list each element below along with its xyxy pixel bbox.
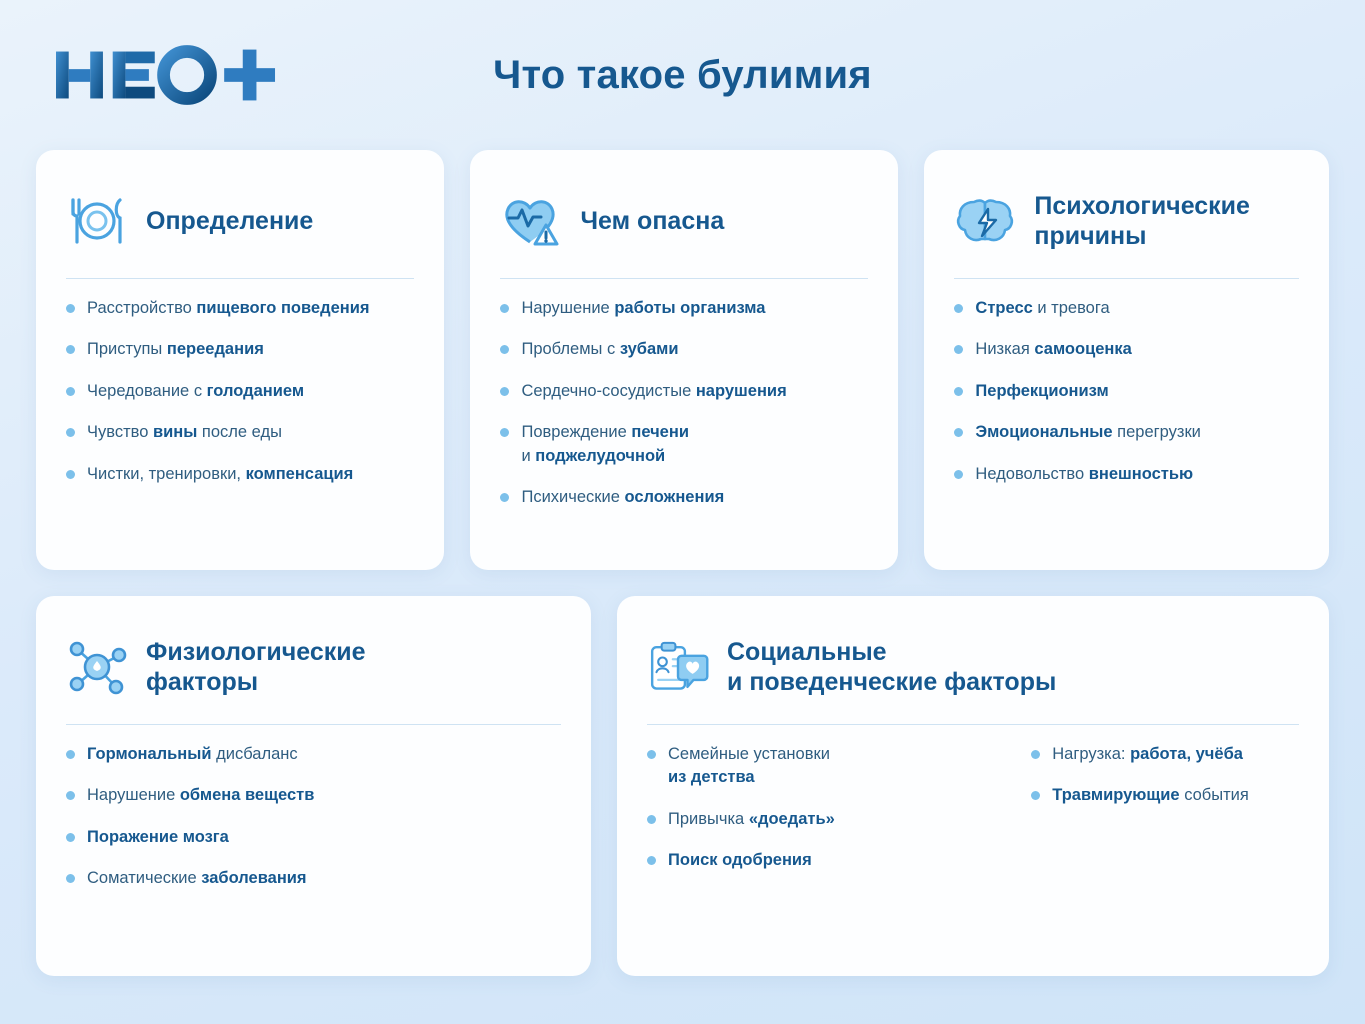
list-item-text: Привычка «доедать» xyxy=(668,809,835,828)
list-item xyxy=(66,338,414,361)
card-danger xyxy=(470,150,898,570)
list-item xyxy=(500,421,868,468)
list-item xyxy=(66,826,561,849)
bullet-list xyxy=(66,743,561,891)
bullet-dot xyxy=(954,304,963,313)
bullet-dot xyxy=(500,345,509,354)
header xyxy=(36,0,1329,150)
bullet-dot xyxy=(66,304,75,313)
card-social-behavioral-factors xyxy=(617,596,1329,976)
list-item xyxy=(66,743,561,766)
list-item xyxy=(954,421,1299,444)
list-item xyxy=(66,297,414,320)
list-item-text: Чувство вины после еды xyxy=(87,423,282,442)
list-item xyxy=(66,867,561,890)
two-column-bullets xyxy=(647,743,1299,873)
list-item xyxy=(647,849,991,872)
bullet-dot xyxy=(647,750,656,759)
brain-lightning-icon xyxy=(954,190,1016,252)
list-item-text: Стресс и тревога xyxy=(975,299,1110,317)
divider xyxy=(954,278,1299,279)
bullet-list-right xyxy=(1031,743,1299,873)
divider xyxy=(647,724,1299,725)
list-item-text: Гормональный дисбаланс xyxy=(87,745,298,763)
list-item xyxy=(954,338,1299,361)
card-title: Определение xyxy=(146,206,314,235)
divider xyxy=(500,278,868,279)
card-header xyxy=(954,178,1299,264)
bullet-dot xyxy=(1031,791,1040,800)
bullet-list xyxy=(500,297,868,510)
list-item-text: Поражение мозга xyxy=(87,827,229,846)
bullet-dot xyxy=(500,304,509,313)
list-item xyxy=(66,421,414,444)
bullet-list xyxy=(954,297,1299,486)
bullet-dot xyxy=(954,345,963,354)
list-item-text: Поиск одобрения xyxy=(668,851,812,870)
list-item-text: Семейные установки из детства xyxy=(668,745,830,787)
card-header xyxy=(500,178,868,264)
list-item-text: Чередование с голоданием xyxy=(87,381,305,400)
bullet-dot xyxy=(66,387,75,396)
divider xyxy=(66,724,561,725)
list-item xyxy=(66,784,561,807)
list-item-text: Сердечно-сосудистые нарушения xyxy=(521,381,787,400)
list-item-text: Эмоциональные перегрузки xyxy=(975,423,1201,442)
cards-row-top xyxy=(36,150,1329,570)
card-header xyxy=(66,178,414,264)
bullet-dot xyxy=(66,428,75,437)
list-item xyxy=(500,486,868,509)
list-item xyxy=(1031,743,1299,766)
divider xyxy=(66,278,414,279)
card-title: Социальные и поведенческие факторы xyxy=(727,637,1057,696)
bullet-dot xyxy=(500,428,509,437)
bullet-dot xyxy=(66,833,75,842)
card-title: Чем опасна xyxy=(580,206,725,235)
list-item-text: Проблемы с зубами xyxy=(521,340,679,359)
bullet-dot xyxy=(1031,750,1040,759)
list-item xyxy=(500,380,868,403)
list-item-text: Перфекционизм xyxy=(975,381,1109,400)
list-item-text: Расстройство пищевого поведения xyxy=(87,299,370,317)
molecule-icon xyxy=(66,636,128,698)
list-item-text: Повреждение печени и поджелудочной xyxy=(521,423,689,465)
bullet-dot xyxy=(954,470,963,479)
list-item-text: Низкая самооценка xyxy=(975,340,1132,359)
card-title: Физиологические факторы xyxy=(146,637,366,696)
bullet-dot xyxy=(647,815,656,824)
clipboard-chat-icon xyxy=(647,636,709,698)
list-item-text: Приступы переедания xyxy=(87,340,264,359)
list-item-text: Недовольство внешностью xyxy=(975,464,1194,483)
bullet-dot xyxy=(66,874,75,883)
list-item xyxy=(1031,784,1299,807)
card-title: Психологические причины xyxy=(1034,191,1250,250)
bullet-dot xyxy=(66,470,75,479)
list-item-text: Нарушение обмена веществ xyxy=(87,786,315,805)
bullet-dot xyxy=(66,750,75,759)
bullet-dot xyxy=(66,345,75,354)
list-item xyxy=(647,808,991,831)
list-item-text: Соматические заболевания xyxy=(87,869,307,888)
list-item xyxy=(66,463,414,486)
bullet-list xyxy=(66,297,414,486)
bullet-list-left xyxy=(647,743,991,873)
card-definition xyxy=(36,150,444,570)
bullet-dot xyxy=(66,791,75,800)
cards-row-bottom xyxy=(36,596,1329,976)
plate-cutlery-icon xyxy=(66,190,128,252)
card-header xyxy=(647,624,1299,710)
card-psychological-causes xyxy=(924,150,1329,570)
list-item xyxy=(954,380,1299,403)
bullet-dot xyxy=(647,856,656,865)
list-item xyxy=(647,743,991,790)
list-item xyxy=(500,297,868,320)
list-item-text: Нагрузка: работа, учёба xyxy=(1052,745,1243,763)
list-item xyxy=(954,463,1299,486)
list-item xyxy=(66,380,414,403)
list-item-text: Чистки, тренировки, компенсация xyxy=(87,464,354,483)
bullet-dot xyxy=(954,428,963,437)
page-title: Что такое булимия xyxy=(493,52,872,97)
bullet-dot xyxy=(500,493,509,502)
list-item-text: Нарушение работы организма xyxy=(521,299,766,317)
card-header xyxy=(66,624,561,710)
list-item-text: Психические осложнения xyxy=(521,488,725,507)
heart-pulse-warning-icon xyxy=(500,190,562,252)
list-item-text: Травмирующие события xyxy=(1052,786,1249,805)
list-item xyxy=(500,338,868,361)
list-item xyxy=(954,297,1299,320)
bullet-dot xyxy=(954,387,963,396)
bullet-dot xyxy=(500,387,509,396)
card-physiological-factors xyxy=(36,596,591,976)
